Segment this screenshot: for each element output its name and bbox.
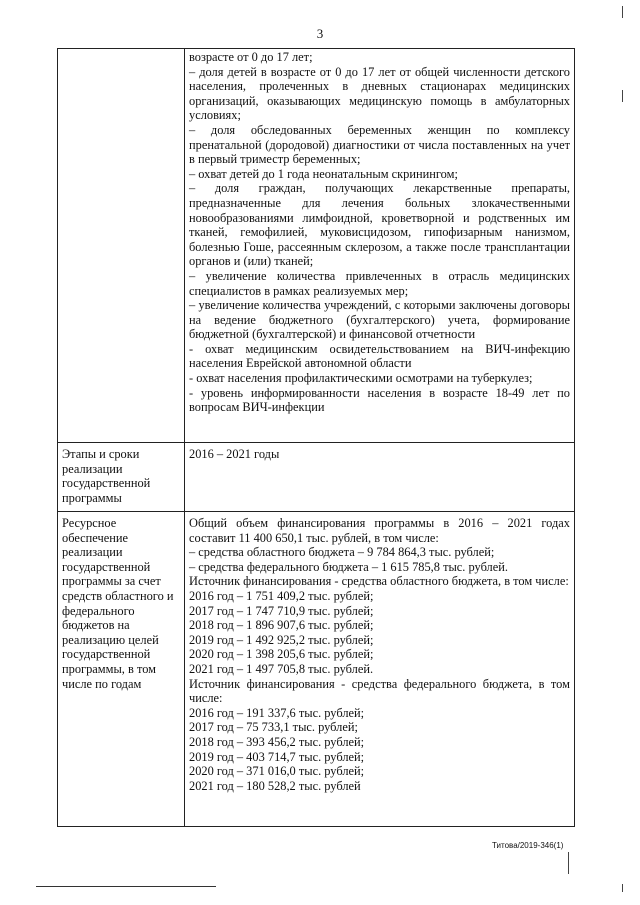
indicator-item: - охват медицинским освидетельствованием на ВИЧ-инфекцию населения Еврейской автономной области	[189, 341, 570, 371]
funding-line: 2017 год – 1 747 710,9 тыс. рублей;	[189, 603, 374, 618]
funding-line: 2018 год – 393 456,2 тыс. рублей;	[189, 734, 365, 749]
margin-scan-mark	[622, 6, 623, 18]
indicators-continuation-row	[58, 49, 575, 443]
funding-line: 2020 год – 371 016,0 тыс. рублей;	[189, 764, 365, 779]
funding-row	[58, 512, 575, 827]
terms-row	[58, 443, 575, 512]
funding-line: 2018 год – 1 896 907,6 тыс. рублей;	[189, 618, 374, 633]
indicator-item: возрасте от 0 до 17 лет;	[189, 50, 313, 64]
margin-scan-mark	[568, 852, 569, 874]
funding-line: 2019 год – 403 714,7 тыс. рублей;	[189, 749, 365, 764]
indicator-item: – доля обследованных беременных женщин по комплексу пренатальной (дородовой) диагностики от числа поставленных на учет в первый триместр беременных;	[189, 122, 570, 167]
terms-value: 2016 – 2021 годы	[185, 443, 575, 512]
indicator-item: – доля граждан, получающих лекарственные препараты, предназначенные для лечения больных злокачественными новообразованиями лимфоидной, кроветворной и родственных им тканей, гемофилией, муковисцидозом, гипофизарным нанизмом, болезнью Гоше, рассеянным склерозом, а также после трансплантации органов и (или) тканей;	[189, 181, 570, 269]
funding-label: Ресурсное обеспечение реализации государственной программы за счет средств областного и федерального бюджетов на реализацию целей государственной программы, в том числе по годам	[58, 512, 185, 827]
terms-label: Этапы и сроки реализации государственной программы	[58, 443, 185, 512]
indicator-item: – увеличение количества привлеченных в отрасль медицинских специалистов в рамках реализуемых мер;	[189, 268, 570, 298]
funding-line: 2021 год – 1 497 705,8 тыс. рублей.	[189, 661, 374, 676]
indicator-item: - охват населения профилактическими осмотрами на туберкулез;	[189, 371, 533, 386]
funding-line: – средства федерального бюджета – 1 615 785,8 тыс. рублей.	[189, 559, 508, 574]
document-code: Титова/2019-346(1)	[492, 841, 564, 850]
funding-line: 2017 год – 75 733,1 тыс. рублей;	[189, 720, 358, 735]
funding-line: 2016 год – 1 751 409,2 тыс. рублей;	[189, 588, 374, 603]
funding-details-cell	[185, 512, 575, 827]
indicator-item: - уровень информированности населения в возрасте 18-49 лет по вопросам ВИЧ-инфекции	[189, 385, 570, 415]
page-number: 3	[316, 26, 324, 41]
footer-divider	[36, 886, 216, 887]
program-passport-table	[57, 48, 575, 827]
indicator-item: – доля детей в возрасте от 0 до 17 лет от общей численности детского населения, пролеченных в дневных стационарах медицинских организаций, оказывающих медицинскую помощь в амбулаторных условиях;	[189, 64, 570, 123]
indicator-item: – увеличение количества учреждений, с которыми заключены договоры на ведение бюджетного (бухгалтерского) учета, формирование бюджетной (бухгалтерской) и финансовой отчетности	[189, 298, 570, 342]
funding-line: 2020 год – 1 398 205,6 тыс. рублей;	[189, 647, 374, 662]
indicators-list-cell	[185, 49, 575, 443]
indicators-label-cell	[58, 49, 185, 443]
funding-line: Общий объем финансирования программы в 2016 – 2021 годах составит 11 400 650,1 тыс. рублей, в том числе:	[189, 516, 570, 545]
indicator-item: – охват детей до 1 года неонатальным скринингом;	[189, 166, 458, 181]
funding-line: 2019 год – 1 492 925,2 тыс. рублей;	[189, 632, 374, 647]
funding-line: 2016 год – 191 337,6 тыс. рублей;	[189, 705, 365, 720]
funding-line: Источник финансирования - средства областного бюджета, в том числе:	[189, 574, 569, 589]
funding-line: 2021 год – 180 528,2 тыс. рублей	[189, 778, 361, 793]
funding-line: – средства областного бюджета – 9 784 864,3 тыс. рублей;	[189, 545, 495, 560]
margin-scan-mark	[622, 884, 623, 892]
funding-line: Источник финансирования - средства федерального бюджета, в том числе:	[189, 676, 570, 706]
margin-scan-mark	[622, 90, 623, 102]
